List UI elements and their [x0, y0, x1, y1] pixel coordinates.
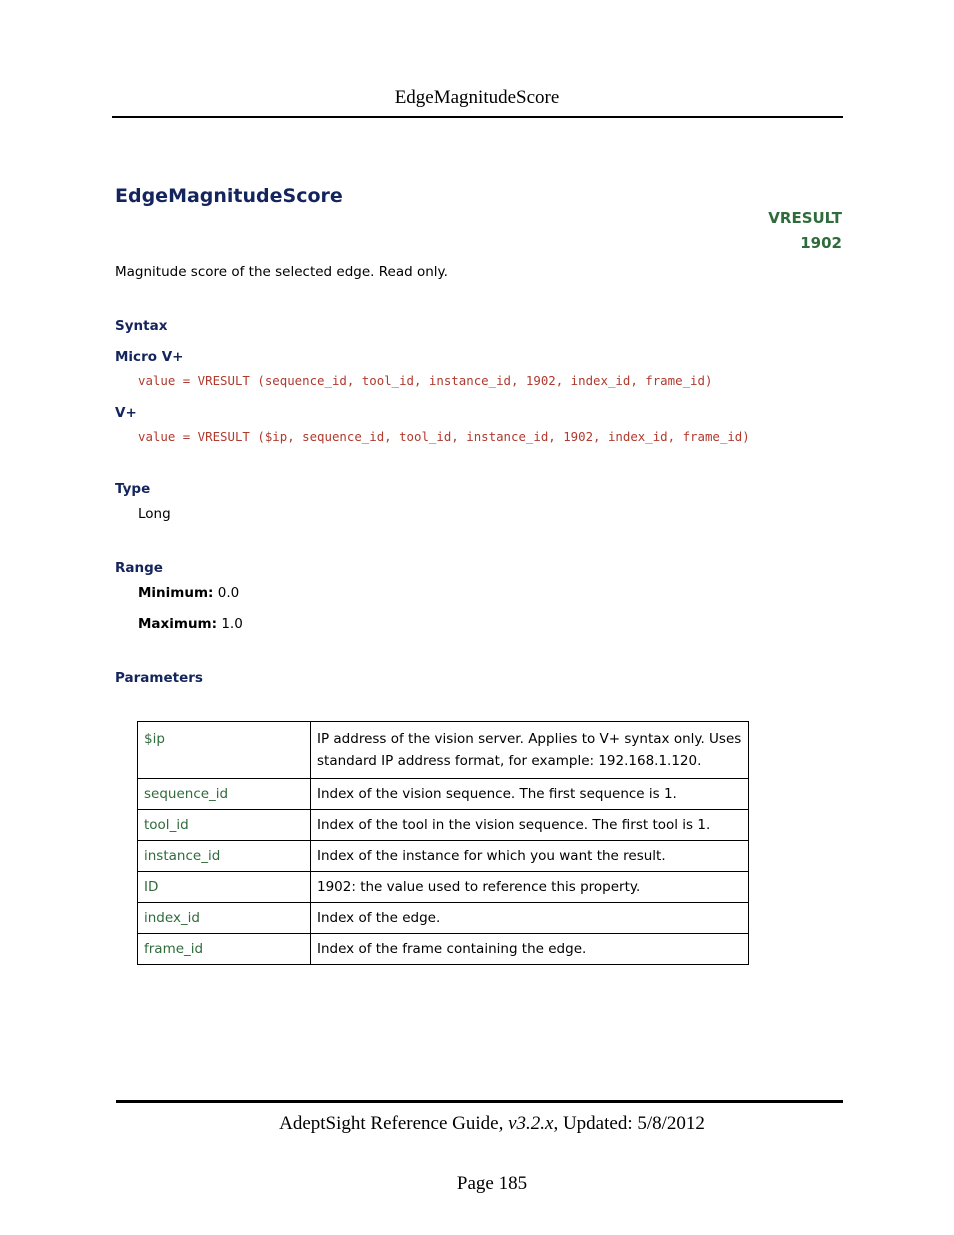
running-header: EdgeMagnitudeScore: [394, 87, 560, 108]
page-number: Page 185: [456, 1173, 528, 1194]
minimum-value: 0.0: [217, 585, 240, 601]
maximum-label: Maximum:: [138, 616, 218, 632]
table-row: [138, 903, 749, 934]
table-row: [138, 810, 749, 841]
parameters-heading: Parameters: [115, 670, 203, 686]
param-description: 1902: the value used to reference this property.: [311, 872, 749, 903]
page-title: EdgeMagnitudeScore: [115, 185, 343, 207]
minimum-label: Minimum:: [138, 585, 214, 601]
table-row: [138, 934, 749, 965]
range-heading: Range: [115, 560, 163, 576]
guide-updated: , Updated: 5/8/2012: [553, 1113, 705, 1134]
parameters-table: [137, 721, 749, 965]
range-minimum: [138, 585, 239, 601]
description: Magnitude score of the selected edge. Read only.: [115, 264, 448, 280]
guide-version: , v3.2.x: [498, 1113, 554, 1134]
param-name: instance_id: [138, 841, 311, 872]
micro-vplus-label: Micro V+: [115, 349, 184, 365]
table-row: [138, 779, 749, 810]
type-heading: Type: [115, 481, 151, 497]
micro-vplus-code: value = VRESULT (sequence_id, tool_id, instance_id, 1902, index_id, frame_id): [138, 373, 713, 388]
maximum-value: 1.0: [221, 616, 243, 632]
param-name: $ip: [138, 722, 311, 779]
param-name: ID: [138, 872, 311, 903]
property-id-tag: 1902: [800, 234, 842, 252]
param-name: frame_id: [138, 934, 311, 965]
vplus-code: value = VRESULT ($ip, sequence_id, tool_id, instance_id, 1902, index_id, frame_id): [138, 429, 750, 444]
param-description: Index of the edge.: [311, 903, 749, 934]
guide-name: AdeptSight Reference Guide: [279, 1113, 499, 1134]
footer-rule: [116, 1100, 843, 1103]
table-row: [138, 722, 749, 779]
param-description: Index of the tool in the vision sequence. The first tool is 1.: [311, 810, 749, 841]
param-name: index_id: [138, 903, 311, 934]
type-value: Long: [138, 506, 171, 522]
footer-guide-line: [0, 1113, 954, 1135]
table-row: [138, 841, 749, 872]
param-description: Index of the frame containing the edge.: [311, 934, 749, 965]
header-rule: [112, 116, 843, 118]
vresult-tag: VRESULT: [768, 209, 842, 227]
param-name: tool_id: [138, 810, 311, 841]
syntax-heading: Syntax: [115, 318, 168, 334]
range-maximum: [138, 616, 243, 632]
param-description: Index of the instance for which you want the result.: [311, 841, 749, 872]
table-row: [138, 872, 749, 903]
vplus-label: V+: [115, 405, 137, 421]
param-description: Index of the vision sequence. The first sequence is 1.: [311, 779, 749, 810]
param-name: sequence_id: [138, 779, 311, 810]
param-description: IP address of the vision server. Applies to V+ syntax only. Uses standard IP address format, for example: 192.168.1.120.: [311, 722, 749, 779]
